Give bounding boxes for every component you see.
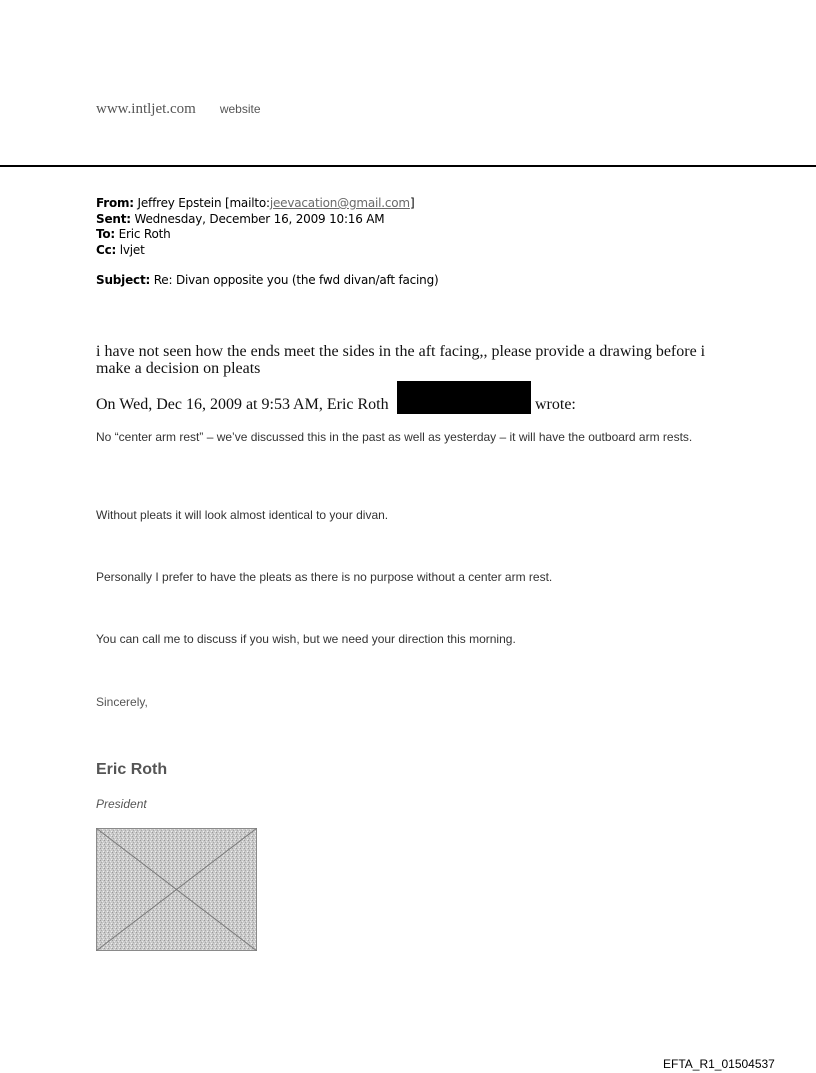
header-divider: [0, 165, 816, 167]
sent-row: [96, 212, 438, 228]
subject-row: [96, 273, 438, 289]
sent-value: Wednesday, December 16, 2009 10:16 AM: [134, 211, 385, 226]
paragraph-personally: Personally I prefer to have the pleats as there is no purpose without a center arm rest.: [96, 570, 553, 584]
subject-label: Subject:: [96, 273, 151, 287]
redaction-box: [397, 381, 531, 414]
cc-value: lvjet: [119, 242, 145, 257]
from-label: From:: [96, 196, 134, 210]
broken-image-placeholder: [96, 828, 257, 951]
document-id: EFTA_R1_01504537: [663, 1057, 775, 1071]
from-close: ]: [409, 196, 415, 210]
from-row: [96, 196, 438, 212]
paragraph-call-me: You can call me to discuss if you wish, but we need your direction this morning.: [96, 632, 516, 646]
website-label: website: [219, 102, 261, 116]
from-name: Jeffrey Epstein [mailto:: [137, 196, 270, 210]
website-url[interactable]: www.intljet.com: [96, 101, 196, 117]
to-value: Eric Roth: [118, 227, 171, 241]
quote-wrote: wrote:: [535, 396, 576, 413]
cc-label: Cc:: [96, 242, 117, 257]
closing-sincerely: Sincerely,: [96, 695, 148, 709]
signature-title: President: [96, 797, 147, 811]
cc-row: [96, 243, 438, 259]
signature-name: Eric Roth: [96, 761, 168, 778]
sent-label: Sent:: [96, 211, 131, 226]
subject-value: Re: Divan opposite you (the fwd divan/aft facing): [153, 273, 439, 287]
from-email-link[interactable]: jeevacation@gmail.com: [269, 196, 410, 210]
quote-intro: On Wed, Dec 16, 2009 at 9:53 AM, Eric Roth: [96, 396, 389, 413]
to-label: To:: [96, 227, 116, 241]
paragraph-no-arm-rest: No “center arm rest” – we’ve discussed this in the past as well as yesterday – it will have the outboard arm rests.: [96, 430, 693, 444]
email-header: [96, 196, 438, 289]
website-line: [96, 98, 261, 118]
to-row: [96, 227, 438, 243]
reply-text: i have not seen how the ends meet the sides in the aft facing,, please provide a drawing before i make a decision on pleats: [96, 343, 706, 377]
paragraph-without-pleats: Without pleats it will look almost identical to your divan.: [96, 508, 389, 522]
